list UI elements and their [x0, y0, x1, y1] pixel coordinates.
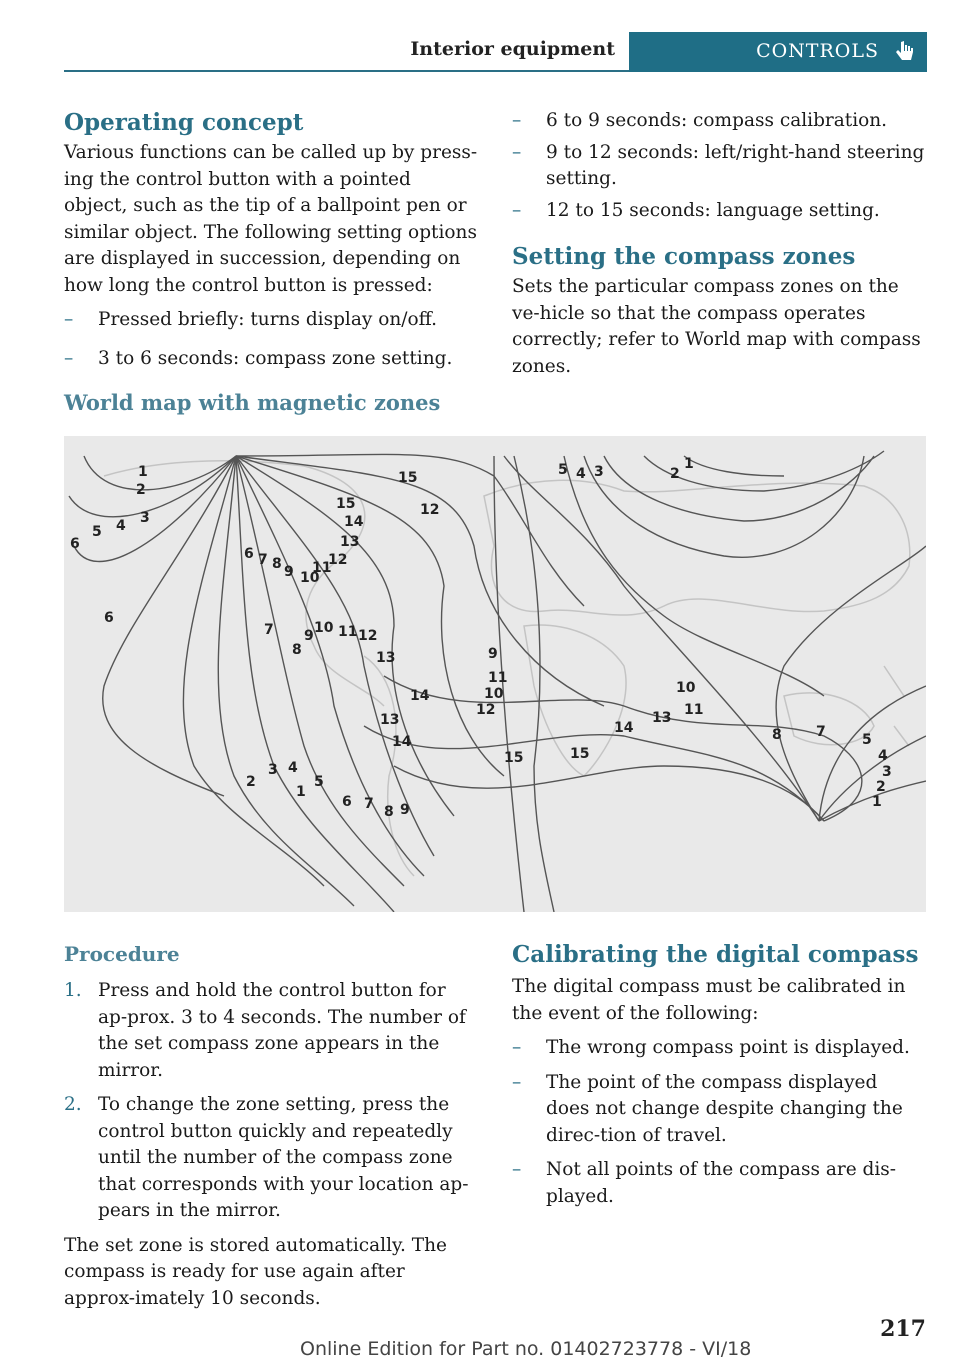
zone-label-13: 13: [652, 710, 672, 726]
page-header: [64, 32, 927, 72]
edition-note: Online Edition for Part no. 01402723778 - VI/18: [300, 1338, 752, 1360]
zone-label-14: 14: [344, 514, 364, 530]
zone-label-14: 14: [614, 720, 634, 736]
zone-label-6: 6: [342, 794, 352, 810]
calibrating-section: [512, 940, 926, 1210]
zone-label-8: 8: [272, 556, 282, 572]
zone-label-4: 4: [878, 748, 888, 764]
step-text: To change the zone setting, press the control button quickly and repeatedly until the number of the compass zone that corresponds with your location ap-pears in the mirror.: [98, 1094, 469, 1221]
list-item: – The point of the compass displayed does not change despite changing the direc-tion of travel.: [512, 1070, 926, 1150]
zone-label-5: 5: [558, 462, 568, 478]
list-item: – 9 to 12 seconds: left/right-hand steering setting.: [512, 140, 926, 193]
step-number: 2.: [64, 1094, 82, 1115]
procedure-step: [64, 1092, 478, 1225]
procedure-title: Procedure: [64, 942, 180, 966]
zone-label-10: 10: [300, 570, 320, 586]
setting-zones-title: Setting the compass zones: [512, 243, 856, 270]
map-title: World map with magnetic zones: [64, 390, 441, 415]
zone-label-15: 15: [504, 750, 524, 766]
zone-label-5: 5: [862, 732, 872, 748]
zone-label-3: 3: [140, 510, 150, 526]
zone-label-8: 8: [384, 804, 394, 820]
zone-label-14: 14: [410, 688, 430, 704]
zone-label-2: 2: [246, 774, 256, 790]
zone-label-1: 1: [296, 784, 306, 800]
chapter-tab: [629, 32, 927, 72]
zone-label-9: 9: [400, 802, 410, 818]
zone-label-9: 9: [304, 628, 314, 644]
zone-label-2: 2: [876, 779, 886, 795]
zone-label-7: 7: [264, 622, 274, 638]
zone-label-1: 1: [138, 464, 148, 480]
zone-label-11: 11: [488, 670, 508, 686]
zone-label-7: 7: [816, 724, 826, 740]
zone-label-5: 5: [314, 774, 324, 790]
section-title: Interior equipment: [410, 38, 615, 60]
list-item: – 12 to 15 seconds: language setting.: [512, 198, 926, 225]
list-item: – 3 to 6 seconds: compass zone setting.: [64, 346, 478, 373]
zone-label-9: 9: [488, 646, 498, 662]
procedure-text: The set zone is stored automatically. The compass is ready for use again after approx-imately 10 seconds.: [64, 1234, 447, 1309]
zone-label-12: 12: [476, 702, 496, 718]
zone-label-15: 15: [398, 470, 418, 486]
calibration-conditions: [512, 1035, 926, 1210]
hand-pointer-icon: [895, 41, 915, 63]
zone-label-11: 11: [312, 560, 332, 576]
zone-label-9: 9: [284, 564, 294, 580]
zone-label-11: 11: [338, 624, 358, 640]
zone-label-2: 2: [670, 466, 680, 482]
zone-label-3: 3: [268, 762, 278, 778]
zone-label-14: 14: [392, 734, 412, 750]
zone-label-10: 10: [676, 680, 696, 696]
zone-label-3: 3: [882, 764, 892, 780]
setting-zones-section: [512, 108, 926, 380]
zone-label-4: 4: [576, 466, 586, 482]
procedure-steps: [64, 978, 478, 1225]
chapter-label: CONTROLS: [756, 40, 879, 62]
operating-concept-title: Operating concept: [64, 109, 304, 136]
zone-label-12: 12: [328, 552, 348, 568]
zone-label-15: 15: [336, 496, 356, 512]
magnetic-zone-map: [64, 436, 926, 912]
zone-label-12: 12: [358, 628, 378, 644]
zone-label-2: 2: [136, 482, 146, 498]
zone-label-4: 4: [116, 518, 126, 534]
zone-label-6: 6: [70, 536, 80, 552]
zone-label-5: 5: [92, 524, 102, 540]
operating-concept-text: Various functions can be called up by press-ing the control button with a pointed object, such as the tip of a ballpoint pen or similar object. The following setting options are displayed in succession, depending on how long the control button is pressed:: [64, 142, 478, 296]
list-item: – Not all points of the compass are dis-played.: [512, 1157, 926, 1210]
zone-label-7: 7: [364, 796, 374, 812]
page-number: 217: [880, 1316, 926, 1342]
zone-label-10: 10: [314, 620, 334, 636]
zone-label-13: 13: [340, 534, 360, 550]
zone-label-15: 15: [570, 746, 590, 762]
zone-label-12: 12: [420, 502, 440, 518]
procedure-step: [64, 978, 478, 1084]
list-item: – The wrong compass point is displayed.: [512, 1035, 926, 1062]
step-number: 1.: [64, 980, 82, 1001]
page-footer: [0, 1310, 960, 1362]
setting-zones-text: Sets the particular compass zones on the ve-hicle so that the compass operates correctly; refer to World map with compass zones.: [512, 276, 921, 377]
list-item: – 6 to 9 seconds: compass calibration.: [512, 108, 926, 135]
zone-label-10: 10: [484, 686, 504, 702]
zone-label-1: 1: [684, 456, 694, 472]
zone-label-11: 11: [684, 702, 704, 718]
header-rule: [64, 70, 630, 72]
procedure-section: [64, 940, 478, 1312]
operating-concept-section: [64, 108, 478, 372]
duration-list: [64, 307, 478, 372]
zone-label-1: 1: [872, 794, 882, 810]
zone-label-7: 7: [258, 552, 268, 568]
zone-label-4: 4: [288, 760, 298, 776]
zone-label-8: 8: [772, 727, 782, 743]
calibrating-text: The digital compass must be calibrated in the event of the following:: [512, 976, 906, 1024]
zone-label-6: 6: [244, 546, 254, 562]
zone-label-3: 3: [594, 464, 604, 480]
list-item: – Pressed briefly: turns display on/off.: [64, 307, 478, 334]
duration-list-continued: [512, 108, 926, 224]
calibrating-title: Calibrating the digital compass: [512, 941, 919, 968]
zone-label-8: 8: [292, 642, 302, 658]
zone-label-13: 13: [376, 650, 396, 666]
zone-label-13: 13: [380, 712, 400, 728]
step-text: Press and hold the control button for ap-prox. 3 to 4 seconds. The number of the set compass zone appears in the mirror.: [98, 980, 466, 1081]
zone-label-6: 6: [104, 610, 114, 626]
